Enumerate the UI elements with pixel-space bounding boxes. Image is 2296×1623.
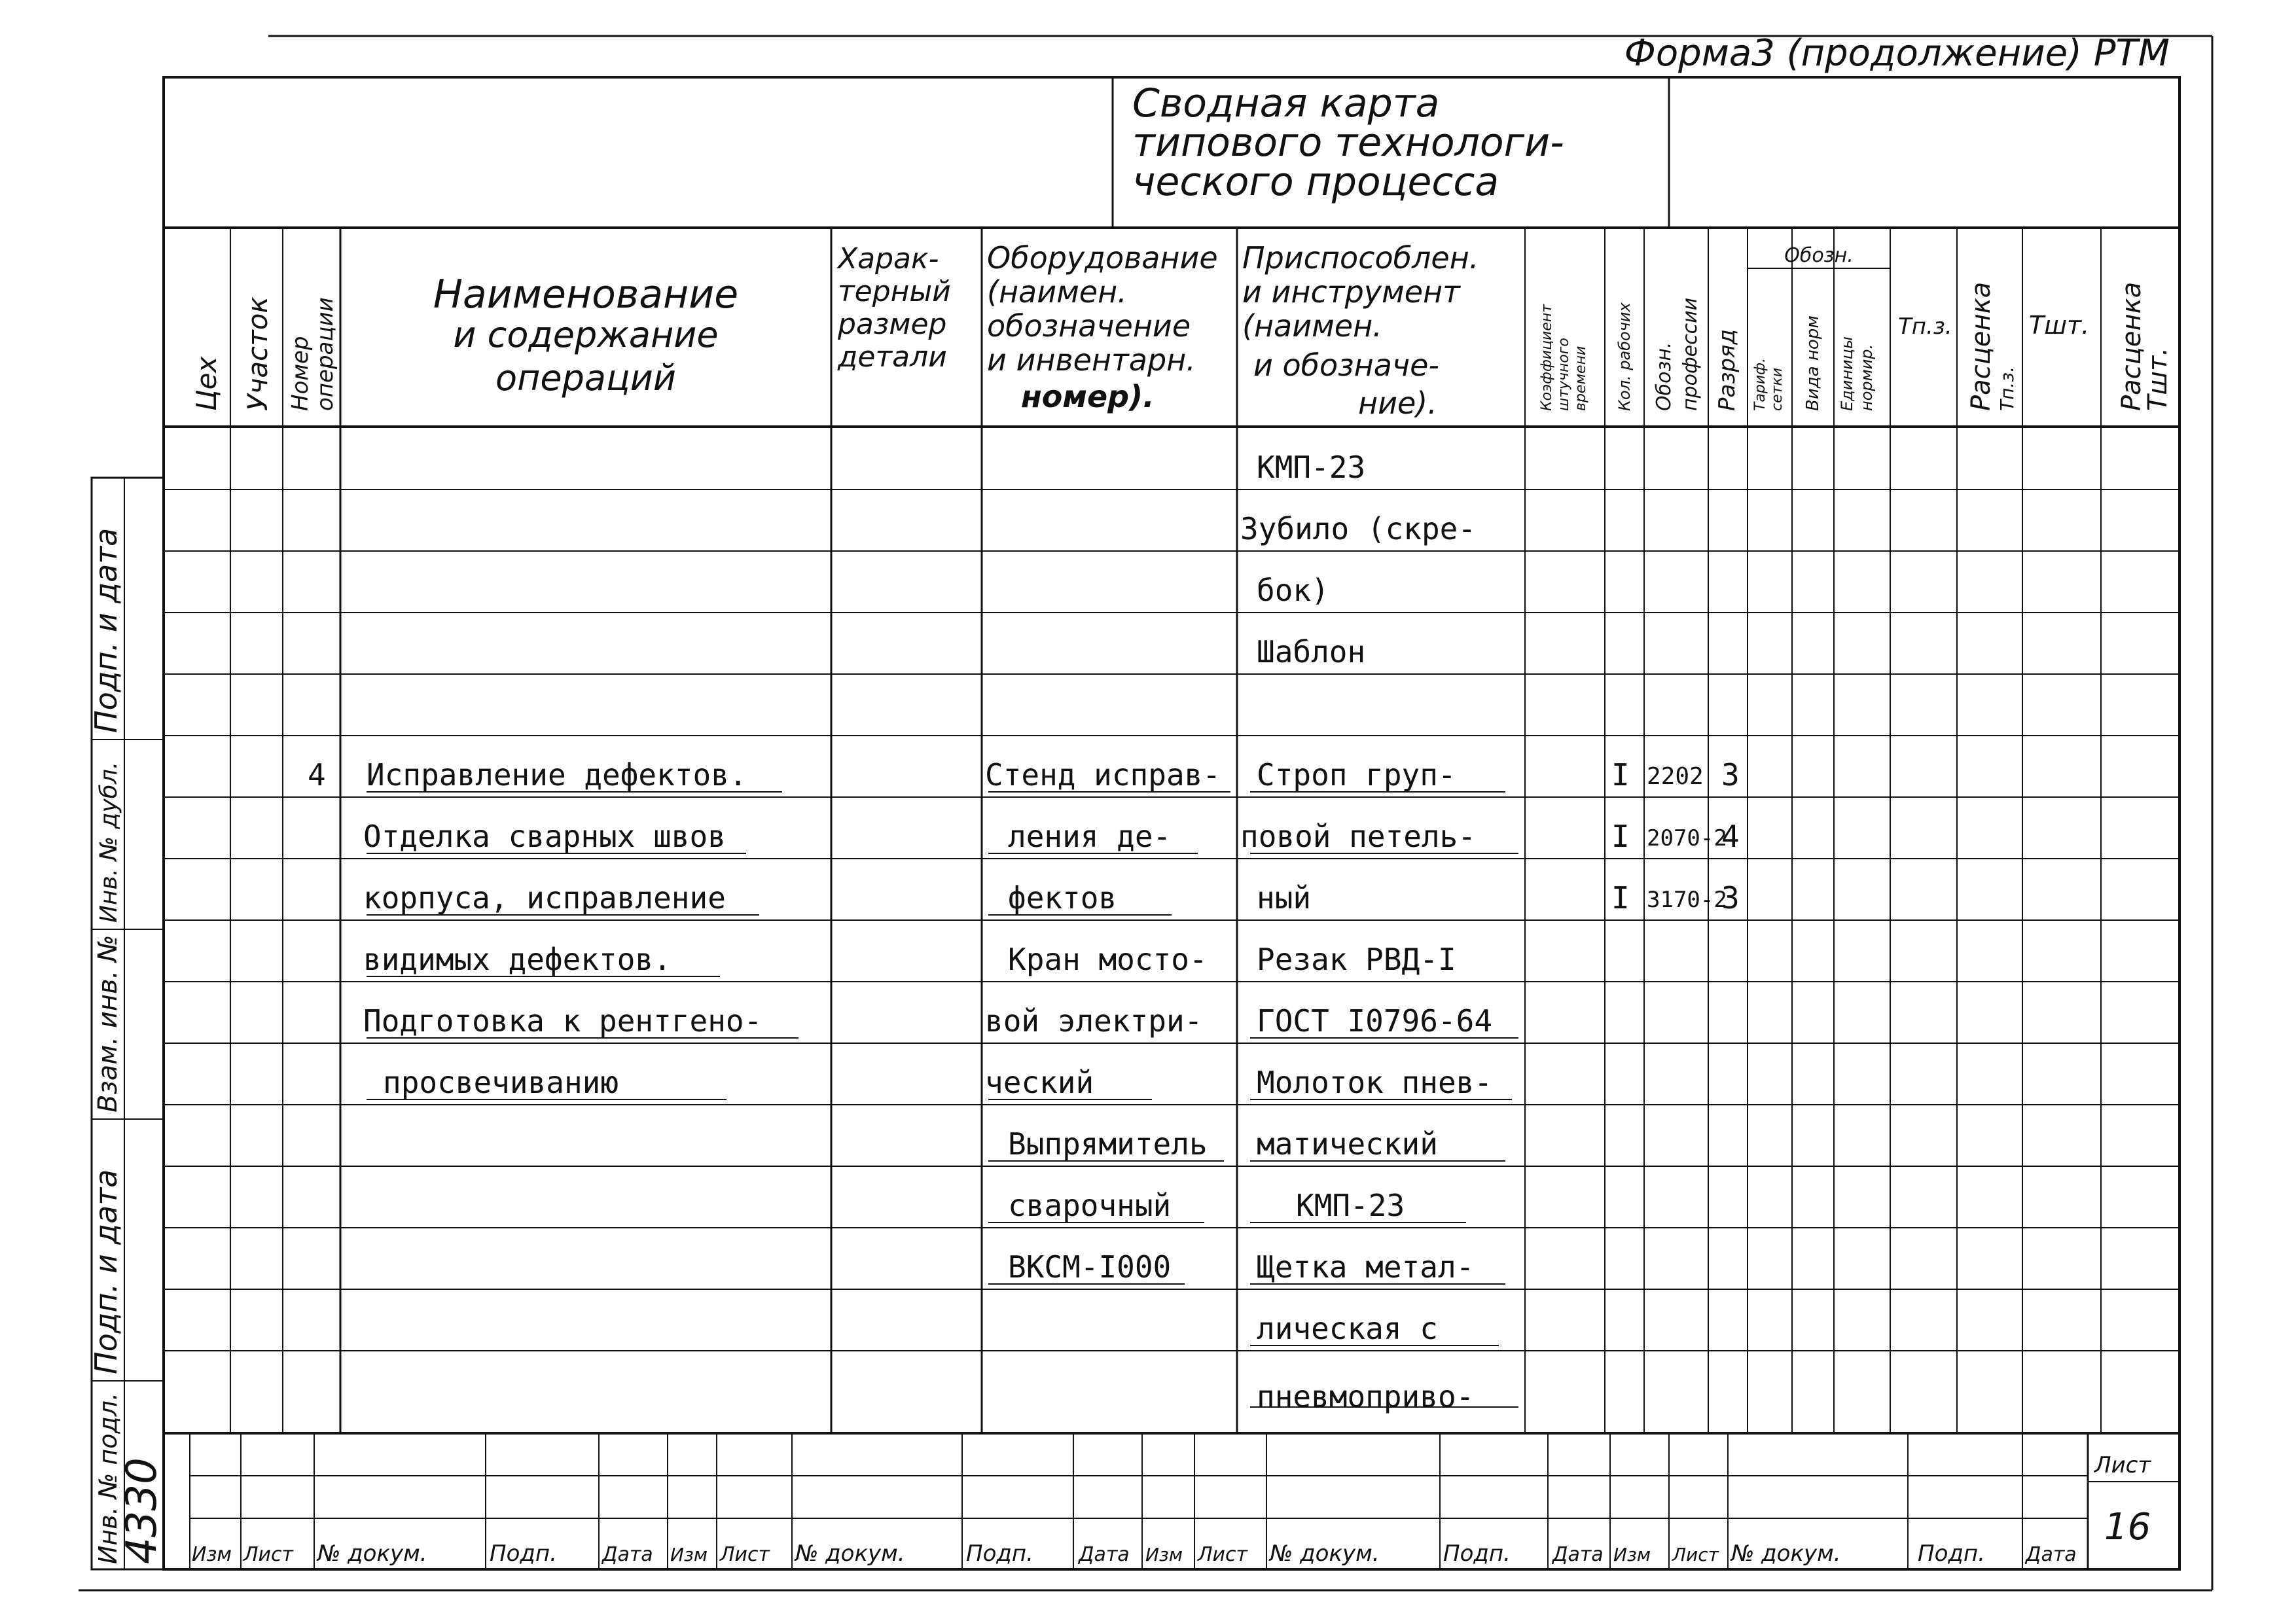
col-tool-2: и инструмент (1242, 274, 1460, 310)
side-label-inv-dubl: Инв. № дубл. (96, 761, 122, 923)
row6-kol: I (1611, 757, 1630, 793)
footer-data-1: Дата (602, 1543, 653, 1566)
col-koef-2: штучного (1556, 338, 1572, 411)
col-tool-1: Приспособлен. (1242, 240, 1479, 276)
row6-name: Исправление дефектов. (367, 757, 747, 793)
col-size-1: Харак- (838, 242, 939, 276)
col-name-3: операций (495, 357, 676, 399)
row14-tool: Щетка метал- (1257, 1249, 1475, 1285)
col-tsht: Тшт. (2029, 311, 2090, 340)
footer-podp-3: Подп. (1443, 1541, 1511, 1567)
row10-name: Подготовка к рентгено- (363, 1003, 762, 1039)
row6-razr: 3 (1721, 757, 1740, 793)
col-razryad: Разряд (1714, 329, 1740, 411)
col-nomer-2: операции (312, 297, 338, 411)
col-size-2: терный (838, 275, 951, 308)
footer-izm-2: Изм (670, 1544, 708, 1565)
row8-kol: I (1611, 880, 1630, 916)
row13-tool: КМП-23 (1296, 1188, 1405, 1223)
row12-tool: матический (1257, 1126, 1438, 1162)
col-tool-3: (наимен. (1242, 308, 1382, 344)
row9-name: видимых дефектов. (363, 942, 672, 977)
col-size-4: детали (838, 340, 947, 374)
side-label-vzam-inv: Взам. инв. № (93, 935, 123, 1113)
row8-name: корпуса, исправление (363, 880, 726, 916)
col-equip-3: обозначение (987, 308, 1191, 344)
row11-equip: ческий (985, 1065, 1094, 1100)
row8-tool: ный (1257, 880, 1312, 916)
col-koef-1: Коэффициент (1539, 304, 1555, 411)
col-uchastok: Участок (242, 296, 274, 411)
side-label-podp-data-2: Подп. и дата (88, 1169, 124, 1374)
title-line-2: типового технологи- (1132, 120, 1564, 166)
footer-izm-1: Изм (192, 1543, 232, 1566)
row7-equip: ления де- (1008, 819, 1172, 854)
row15-tool: лическая с (1257, 1311, 1438, 1346)
col-tpz: Тп.з. (1898, 313, 1952, 340)
side-label-inv-podl: Инв. № подл. (94, 1392, 122, 1564)
col-koef-3: времени (1573, 346, 1589, 411)
footer-podp-2: Подп. (966, 1541, 1033, 1567)
col-equip-1: Оборудование (987, 240, 1218, 276)
row7-razr: 4 (1721, 819, 1740, 854)
col-equip-2: (наимен. (987, 274, 1127, 310)
row7-name: Отделка сварных швов (363, 819, 726, 854)
footer-list-1: Лист (243, 1543, 294, 1566)
row6-nomer: 4 (308, 757, 326, 793)
row7-kol: I (1611, 819, 1630, 854)
col-kol-rab: Кол. рабочих (1615, 302, 1634, 411)
col-tsekh: Цех (190, 356, 223, 411)
col-oboz-group: Обозн. (1784, 244, 1854, 267)
row8-prof: 3170-2 (1647, 887, 1727, 913)
col-size-3: размер (838, 308, 947, 341)
col-tool-4: и обозначе- (1253, 348, 1439, 383)
row11-tool: Молоток пнев- (1257, 1065, 1493, 1100)
row13-equip: сварочный (1008, 1188, 1172, 1223)
col-prof-2: профессии (1679, 297, 1702, 411)
row8-razr: 3 (1721, 880, 1740, 916)
row12-equip: Выпрямитель (1008, 1126, 1208, 1162)
col-prof-1: Обозн. (1653, 342, 1676, 411)
col-rastsenka-tsht-1: Расценка (2117, 281, 2147, 411)
sheet-number: 16 (2104, 1506, 2151, 1548)
footer-data-4: Дата (2026, 1543, 2077, 1566)
footer-list-4: Лист (1672, 1544, 1719, 1565)
footer-dokum-1: № докум. (317, 1541, 427, 1567)
col-edinitsy-1: Единицы (1838, 336, 1856, 411)
row2-tool: Зубило (скре- (1240, 511, 1477, 546)
col-name-2: и содержание (453, 314, 719, 355)
col-edinitsy-2: нормир. (1857, 344, 1876, 411)
row3-tool: бок) (1257, 573, 1329, 608)
col-tarif-1: Тариф. (1752, 358, 1768, 411)
footer-dokum-2: № докум. (795, 1541, 905, 1567)
row6-tool: Строп груп- (1257, 757, 1456, 793)
col-rastsenka-tsht-2: Тшт. (2143, 347, 2173, 411)
row10-equip: вой электри- (985, 1003, 1203, 1039)
row6-prof: 2202 (1647, 763, 1704, 790)
footer-data-3: Дата (1552, 1543, 1604, 1566)
col-vid-norm: Вида норм (1803, 315, 1823, 411)
row7-prof: 2070-2 (1647, 825, 1727, 851)
row6-equip: Стенд исправ- (985, 757, 1221, 793)
row7-tool: повой петель- (1240, 819, 1477, 854)
footer-list-3: Лист (1198, 1543, 1248, 1566)
footer-dokum-4: № докум. (1731, 1541, 1841, 1567)
title-line-3: ческого процесса (1132, 159, 1499, 205)
col-name-1: Наименование (433, 272, 739, 317)
col-tarif-2: сетки (1769, 367, 1785, 411)
col-equip-5: номер). (1021, 379, 1155, 414)
footer-podp-4: Подп. (1918, 1541, 1985, 1567)
footer-izm-3: Изм (1145, 1544, 1183, 1565)
footer-podp-1: Подп. (490, 1541, 557, 1567)
footer-dokum-3: № докум. (1270, 1541, 1380, 1567)
title-line-1: Сводная карта (1132, 80, 1440, 126)
row11-name: просвечиванию (383, 1065, 619, 1100)
col-rastsenka-tpz-2: Тп.з. (1996, 366, 2018, 411)
row8-equip: фектов (1008, 880, 1117, 916)
footer-list-2: Лист (720, 1543, 770, 1566)
row16-tool: пневмоприво- (1257, 1379, 1475, 1414)
col-nomer-1: Номер (287, 336, 314, 411)
row9-equip: Кран мосто- (1008, 942, 1208, 977)
footer-data-2: Дата (1079, 1543, 1130, 1566)
row14-equip: ВКСМ-I000 (1008, 1249, 1172, 1285)
row4-tool: Шаблон (1257, 634, 1366, 669)
row1-tool: КМП-23 (1257, 450, 1366, 485)
sheet-label: Лист (2094, 1452, 2151, 1478)
col-tool-5: ние). (1358, 385, 1437, 421)
row9-tool: Резак РВД-I (1257, 942, 1456, 977)
col-equip-4: и инвентарн. (987, 342, 1196, 378)
inv-number: 4330 (118, 1457, 166, 1564)
col-rastsenka-tpz-1: Расценка (1966, 281, 1996, 411)
row10-tool: ГОСТ I0796-64 (1257, 1003, 1493, 1039)
form-label: Форма3 (продолжение) РТМ (1624, 32, 2170, 75)
side-label-podp-data-1: Подп. и дата (88, 527, 124, 733)
footer-izm-4: Изм (1613, 1544, 1651, 1565)
